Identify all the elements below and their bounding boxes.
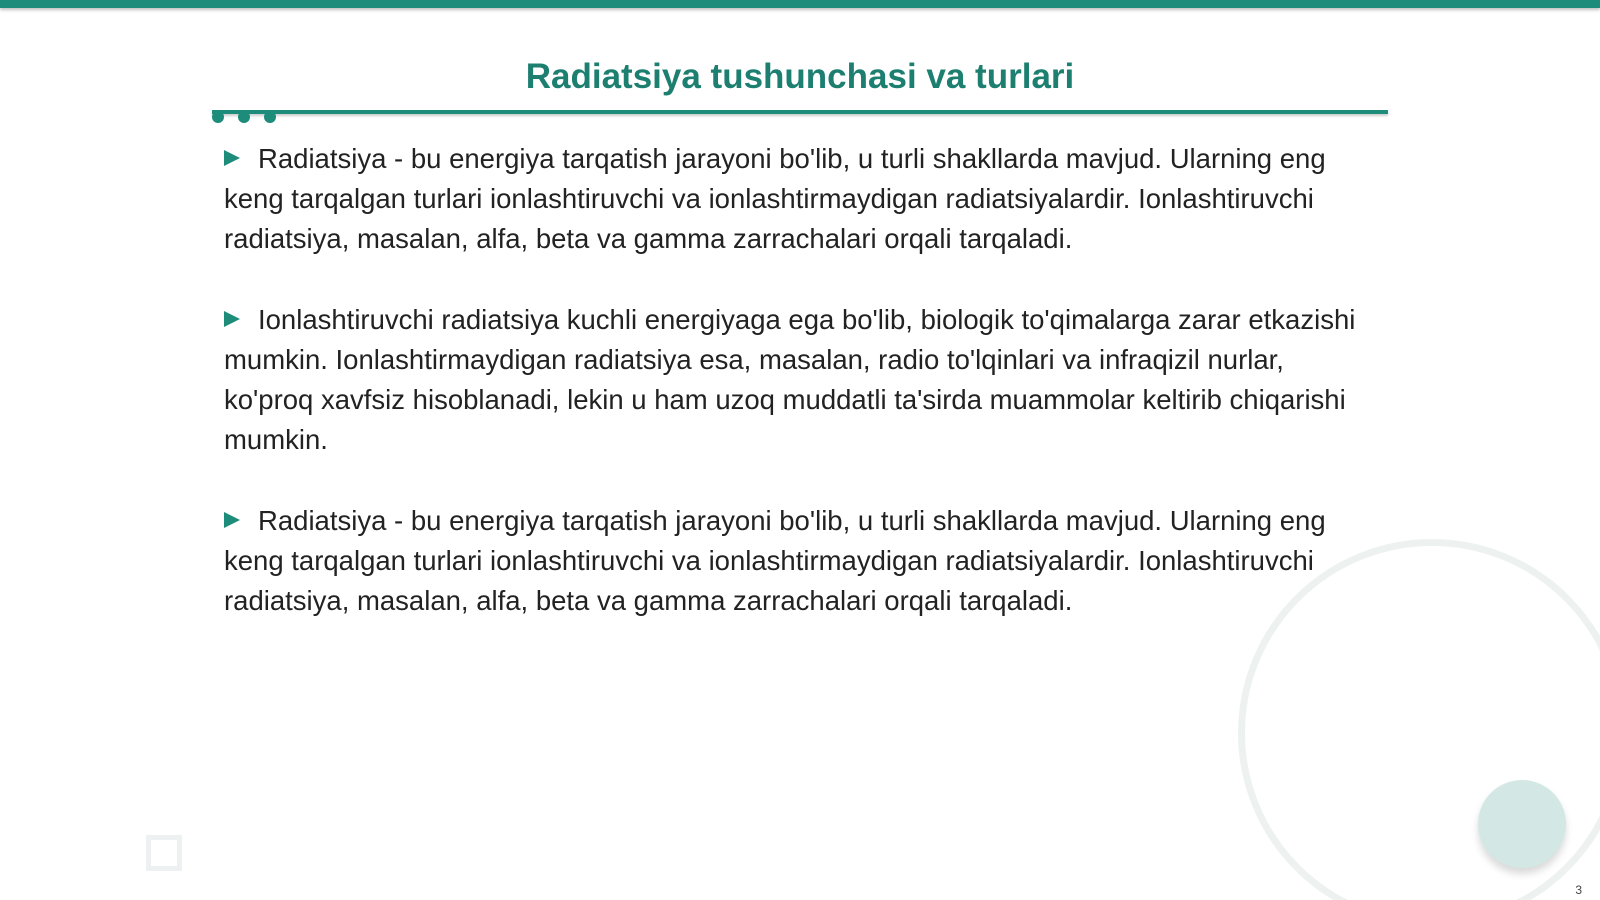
slide-title: Radiatsiya tushunchasi va turlari: [525, 57, 1075, 96]
rule-dot-icon: [212, 111, 224, 123]
paragraph-text: Ionlashtiruvchi radiatsiya kuchli energiyaga ega bo'lib, biologik to'qimalarga zarar etkazishi mumkin. Ionlashtirmaydigan radiatsiya esa, masalan, radio to'lqinlari va infraqizil nurlar, ko'proq xavfsiz hisoblanadi, lekin u ham uzoq muddatli ta'sirda muammolar keltirib chiqarishi mumkin.: [224, 304, 1356, 455]
triangle-bullet-icon: [224, 311, 240, 327]
paragraph-text: Radiatsiya - bu energiya tarqatish jarayoni bo'lib, u turli shakllarda mavjud. Ularning eng keng tarqalgan turlari ionlashtiruvchi va ionlashtirmaydigan radiatsiyalardir. Ionlashtiruvchi radiatsiya, masalan, alfa, beta va gamma zarrachalari orqali tarqaladi.: [224, 505, 1326, 616]
page-number: 3: [1575, 883, 1582, 897]
title-underline: [212, 110, 1388, 114]
bullet-paragraph: [224, 501, 1374, 621]
decorative-circle: [1478, 780, 1566, 868]
paragraph-text: Radiatsiya - bu energiya tarqatish jarayoni bo'lib, u turli shakllarda mavjud. Ularning eng keng tarqalgan turlari ionlashtiruvchi va ionlashtirmaydigan radiatsiyalardir. Ionlashtiruvchi radiatsiya, masalan, alfa, beta va gamma zarrachalari orqali tarqaladi.: [224, 143, 1326, 254]
triangle-bullet-icon: [224, 512, 240, 528]
decorative-square: [146, 835, 182, 871]
bullet-paragraph: [224, 300, 1374, 460]
rule-dot-icon: [238, 111, 250, 123]
slide-body: [224, 139, 1374, 662]
rule-dot-icon: [264, 111, 276, 123]
triangle-bullet-icon: [224, 150, 240, 166]
bullet-paragraph: [224, 139, 1374, 259]
top-accent-bar: [0, 0, 1600, 8]
